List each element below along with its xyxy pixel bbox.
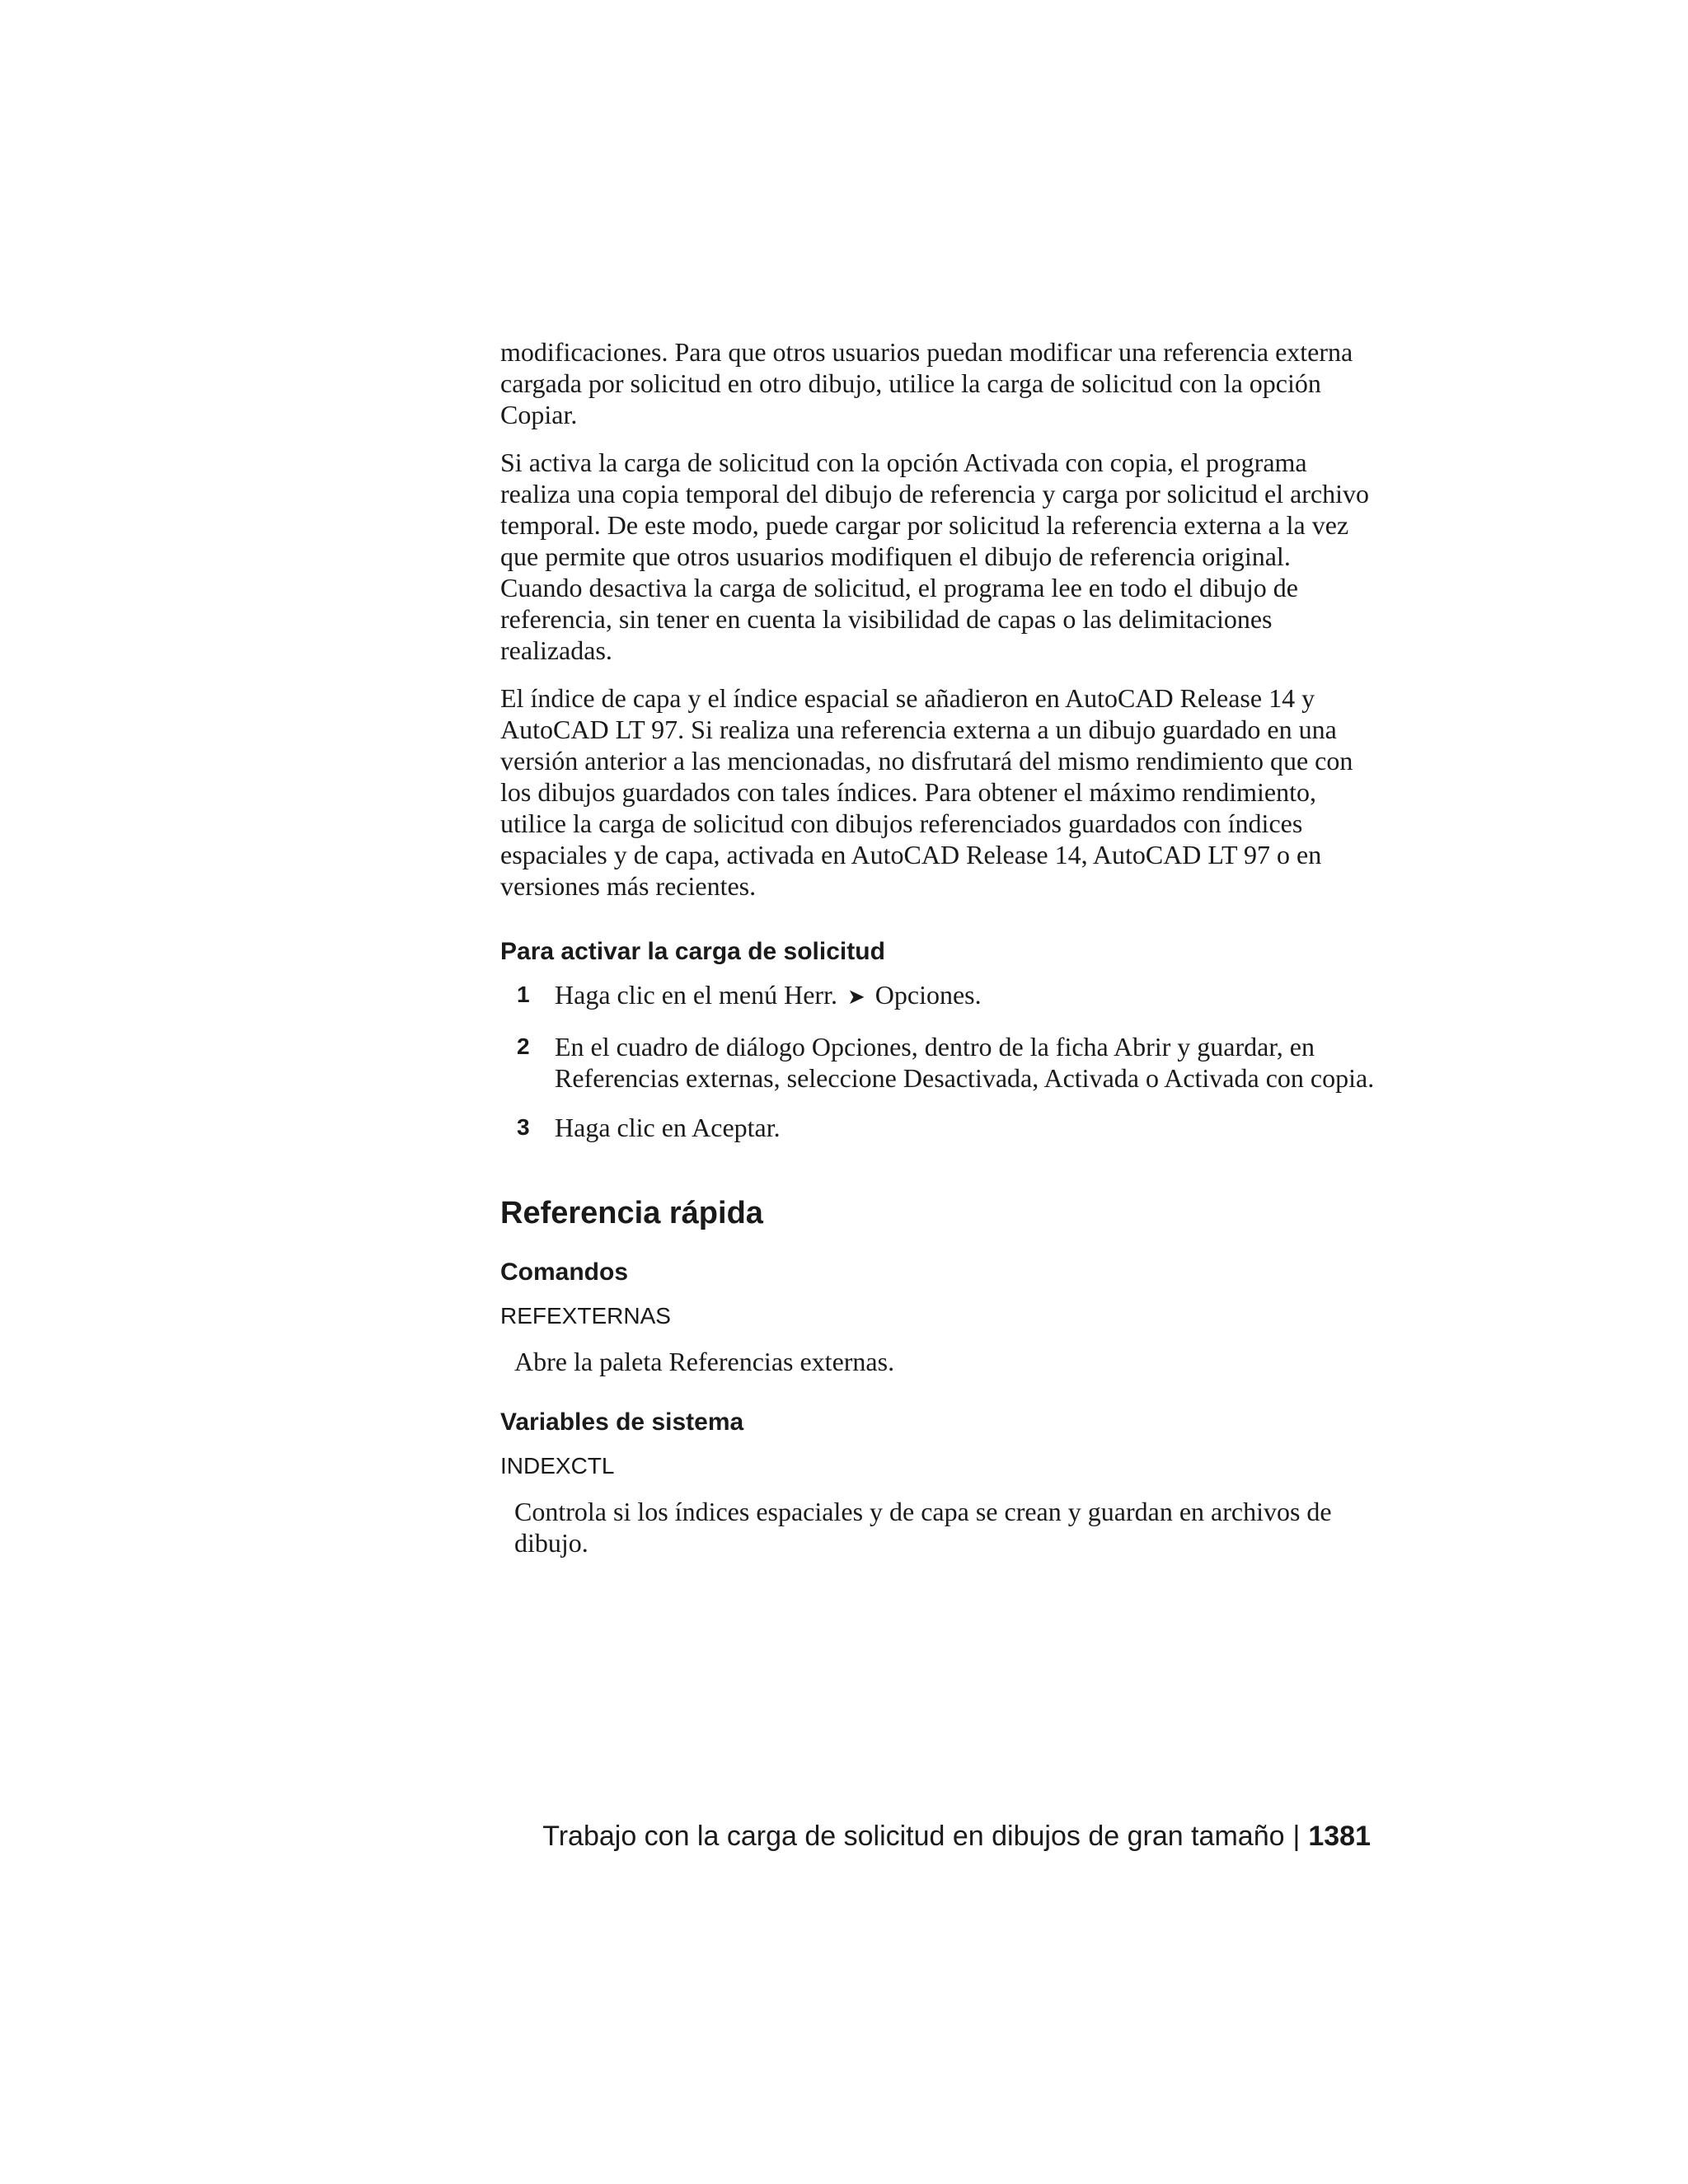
page-content (500, 336, 1376, 1588)
footer-separator: | (1292, 1821, 1301, 1852)
paragraph-3: El índice de capa y el índice espacial se añadieron en AutoCAD Release 14 y AutoCAD LT 97. Si realiza una referencia externa a un dibujo guardado en una versión anterior a las mencionadas, no disfrutará del mismo rendimiento que con los dibujos guardados con tales índices. Para obtener el máximo rendimiento, utilice la carga de solicitud con dibujos referenciados guardados con índices espaciales y de capa, activada en AutoCAD Release 14, AutoCAD LT 97 o en versiones más recientes. (500, 683, 1353, 901)
paragraph-1: modificaciones. Para que otros usuarios puedan modificar una referencia externa cargada por solicitud en otro dibujo, utilice la carga de solicitud con la opción Copiar. (500, 337, 1353, 429)
page-number: 1381 (1308, 1821, 1371, 1852)
command-description: Abre la paleta Referencias externas. (514, 1347, 895, 1376)
step-number: 3 (517, 1114, 530, 1140)
command-name: REFEXTERNAS (500, 1303, 671, 1329)
procedure-title: Para activar la carga de solicitud (500, 938, 885, 965)
section-heading: Referencia rápida (500, 1196, 763, 1230)
menu-arrow-icon: ➤ (846, 985, 865, 1010)
page-footer (542, 1818, 1371, 1854)
step-number: 2 (517, 1033, 530, 1059)
system-variable-description: Controla si los índices espaciales y de capa se crean y guardan en archivos de dibujo. (514, 1497, 1332, 1558)
step-text: Haga clic en Aceptar. (555, 1113, 781, 1142)
step-3 (500, 1112, 1376, 1143)
step-text-after: Opciones. (874, 980, 982, 1010)
system-variables-heading: Variables de sistema (500, 1408, 744, 1436)
step-1 (500, 979, 1376, 1013)
system-variable-name: INDEXCTL (500, 1453, 615, 1479)
footer-title: Trabajo con la carga de solicitud en dibujos de gran tamaño (542, 1821, 1285, 1852)
commands-heading: Comandos (500, 1258, 629, 1286)
step-text: En el cuadro de diálogo Opciones, dentro de la ficha Abrir y guardar, en Referencias externas, seleccione Desactivada, Activada o Activada con copia. (555, 1032, 1375, 1093)
procedure-steps (500, 979, 1376, 1143)
paragraph-2: Si activa la carga de solicitud con la opción Activada con copia, el programa realiza una copia temporal del dibujo de referencia y carga por solicitud el archivo temporal. De este modo, puede cargar por solicitud la referencia externa a la vez que permite que otros usuarios modifiquen el dibujo de referencia original. Cuando desactiva la carga de solicitud, el programa lee en todo el dibujo de referencia, sin tener en cuenta la visibilidad de capas o las delimitaciones realizadas. (500, 448, 1370, 665)
step-text-before: Haga clic en el menú Herr. (555, 980, 837, 1010)
step-2 (500, 1031, 1376, 1094)
step-text (555, 979, 1376, 1013)
step-number: 1 (517, 982, 530, 1007)
